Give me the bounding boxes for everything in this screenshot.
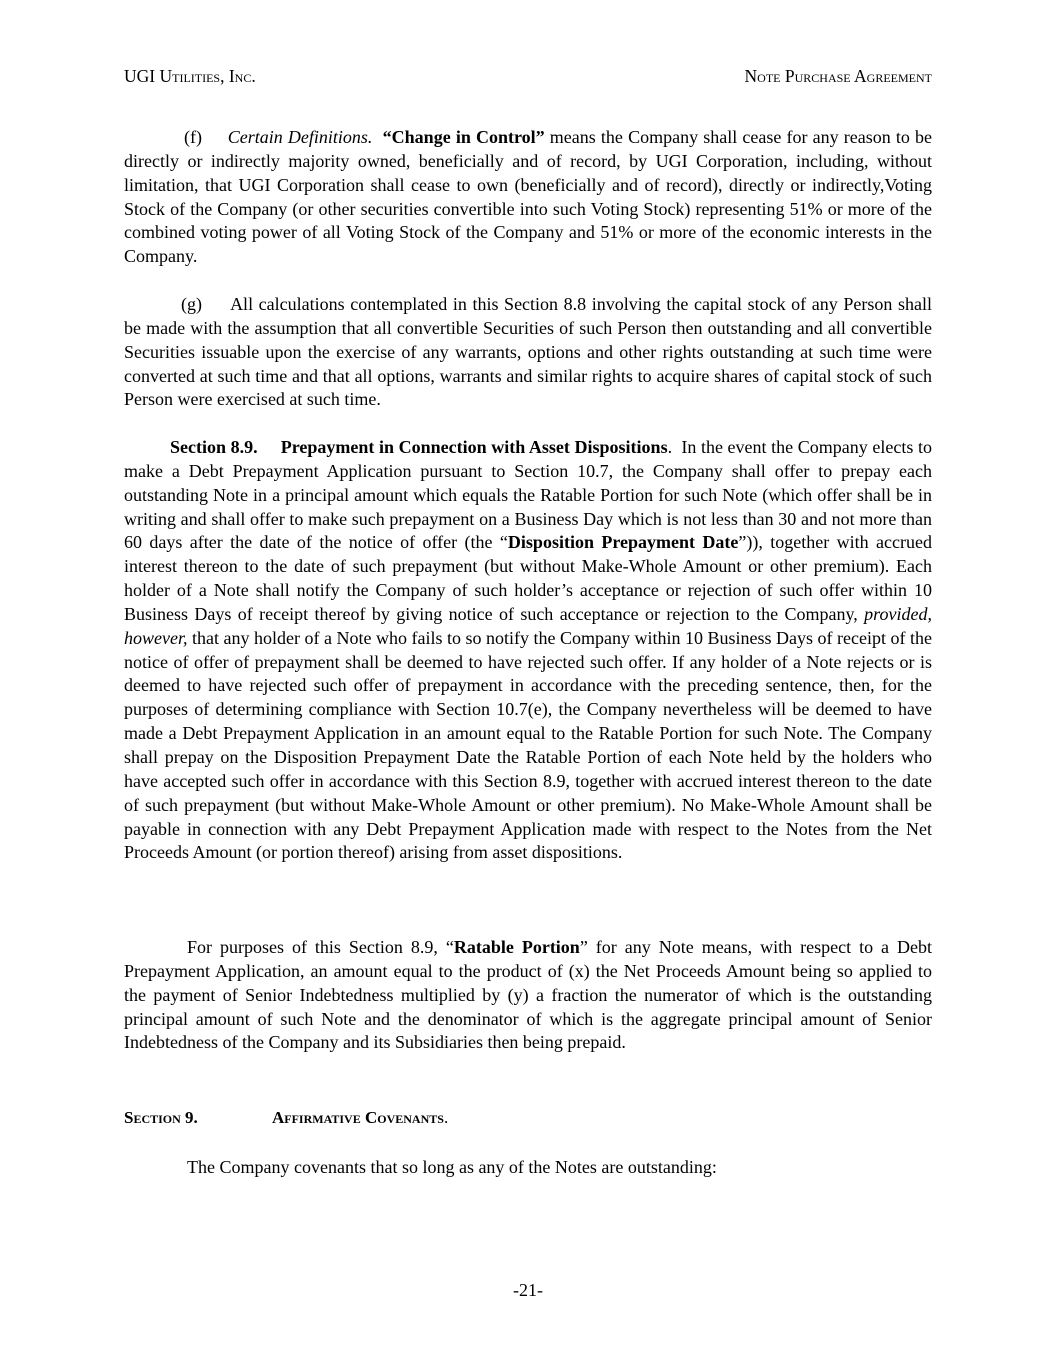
section-8-9-number: Section 8.9. (170, 437, 258, 457)
paragraph-g-body: All calculations contemplated in this Section 8.8 involving the capital stock of any Person shall be made with the assumption that all convertible Securities of such Person then outstanding and all convertible Securities issuable upon the exercise of any warrants, options and other rights outstanding at such time were converted at such time and that all options, warrants and similar rights to acquire shares of capital stock of such Person were exercised at such time. (124, 294, 932, 410)
defined-term-ratable-portion: Ratable Portion (453, 937, 580, 957)
ratable-portion-body-part-1: For purposes of this Section 8.9, “ (187, 937, 454, 957)
covenants-intro-paragraph (124, 1156, 932, 1180)
section-8-9-body-part-1: In the event the Company elects to make a Debt Prepayment Application pursuant to Section 10.7, the Company shall offer to prepay each outstanding Note in a principal amount which equals the Ratable Portion for such Note (which offer shall be in writing and shall offer to make such prepayment on a Business Day which is not less than 30 and not more than 60 days after the date of the notice of offer (the “ (124, 437, 932, 553)
section-8-9-body-part-2: ”)), together with accrued interest thereon to the date of such prepayment (but without Make-Whole Amount or other premium). Each holder of a Note shall notify the Company of such holder’s acceptance or rejection of such offer within 10 Business Days of receipt thereof by giving notice of such acceptance or rejection to the Company, (124, 532, 932, 624)
ratable-portion-paragraph (124, 936, 932, 1055)
section-9-title-period: . (443, 1108, 449, 1127)
ratable-portion-body-part-2: ” for any Note means, with respect to a Debt Prepayment Application, an amount equal to the product of (x) the Net Proceeds Amount being so applied to the payment of Senior Indebtedness multiplied by (y) a fraction the numerator of which is the outstanding principal amount of such Note and the denominator of which is the aggregate principal amount of Senior Indebtedness of the Company and its Subsidiaries then being prepaid. (124, 937, 933, 1053)
header-company-name: UGI Utilities, Inc. (124, 66, 256, 86)
section-8-9-body-part-3: that any holder of a Note who fails to so notify the Company within 10 Business Days of receipt of the notice of offer of prepayment shall be deemed to have rejected such offer. If any holder of a Note rejects or is deemed to have rejected such offer of prepayment in accordance with the preceding sentence, then, for the purposes of determining compliance with Section 10.7(e), the Company nevertheless will be deemed to have made a Debt Prepayment Application in an amount equal to the Ratable Portion for such Note. The Company shall prepay on the Disposition Prepayment Date the Ratable Portion of each Note held by the holders who have accepted such offer in accordance with this Section 8.9, together with accrued interest thereon to the date of such prepayment (but without Make-Whole Amount or other premium). No Make-Whole Amount shall be payable in connection with any Debt Prepayment Application made with respect to the Notes from the Net Proceeds Amount (or portion thereof) arising from asset dispositions. (124, 627, 932, 863)
page-number: -21- (513, 1280, 543, 1300)
section-9-title: Affirmative Covenants (272, 1108, 444, 1127)
section-8-9-title: Prepayment in Connection with Asset Dispositions (280, 437, 668, 457)
paragraph-f-certain-definitions (124, 126, 932, 269)
running-header (124, 64, 932, 88)
paragraph-g-calculations (124, 293, 932, 412)
provided-however-clause: provided, however, (124, 603, 932, 648)
paragraph-g-label: (g) (181, 294, 202, 314)
section-8-9-title-period: . (667, 437, 673, 457)
header-document-title: Note Purchase Agreement (744, 66, 932, 86)
document-page (124, 58, 932, 1348)
paragraph-f-body: means the Company shall cease for any reason to be directly or indirectly majority owned, beneficially and of record, by UGI Corporation, including, without limitation, that UGI Corporation shall cease to own (beneficially and of record), directly or indirectly,Voting Stock of the Company (or other securities convertible into such Voting Stock) representing 51% or more of the combined voting power of all Voting Stock of the Company and 51% or more of the economic interests in the Company. (124, 127, 932, 267)
covenants-intro-text: The Company covenants that so long as any of the Notes are outstanding: (187, 1157, 717, 1177)
defined-term-disposition-prepayment-date: Disposition Prepayment Date (507, 532, 739, 553)
paragraph-f-label: (f) (184, 127, 202, 147)
paragraph-f-heading: Certain Definitions. (227, 127, 373, 147)
section-8-9-paragraph (124, 436, 932, 865)
defined-term-change-in-control: “Change in Control” (382, 127, 545, 147)
section-9-heading (124, 1106, 448, 1130)
section-9-number: Section 9. (124, 1108, 198, 1127)
